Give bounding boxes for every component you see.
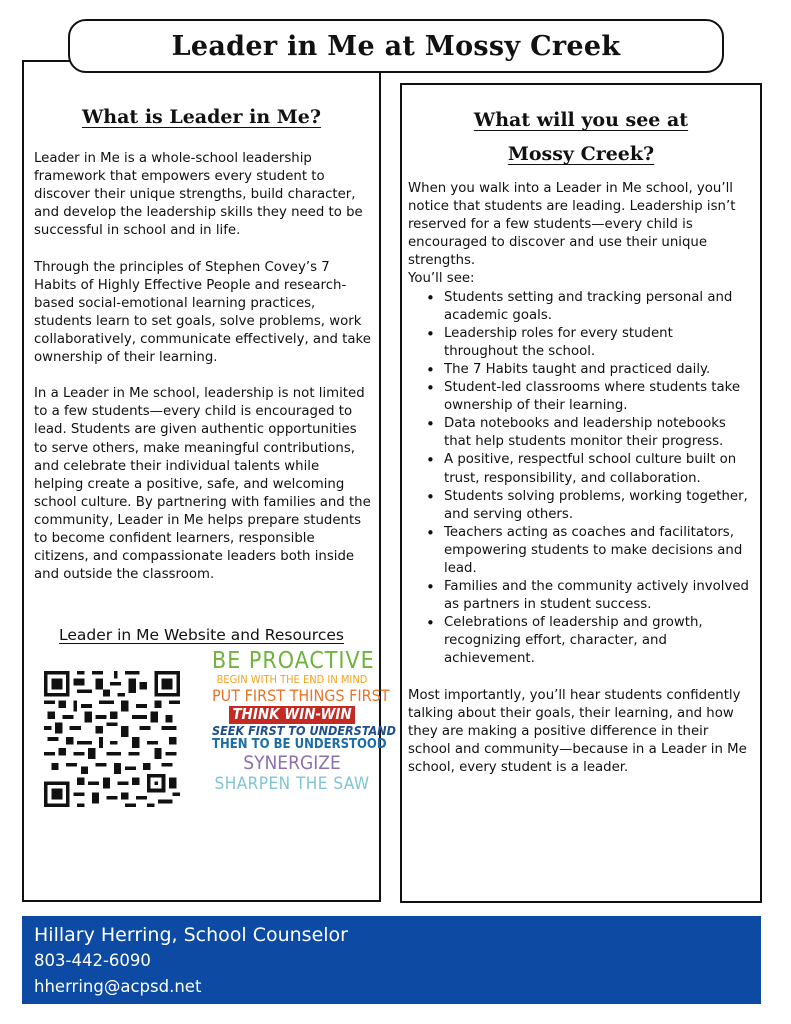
- habit-7: SHARPEN THE SAW: [214, 774, 370, 795]
- seven-habits-graphic: [212, 648, 396, 795]
- right-closing: Most importantly, you’ll hear students confidently talking about their goals, their learning, and how they are making a positive difference in their school and community—because in a Leader in Me school, every student is a leader.: [408, 687, 747, 775]
- left-column: [22, 60, 396, 902]
- left-paragraph-1: Leader in Me is a whole-school leadership framework that empowers every student to discover their unique strengths, build character, and develop the leadership skills they need to be successful in school and in life.: [34, 151, 363, 239]
- list-item: • Teachers acting as coaches and facilitators, empowering students to make decisions and lead.: [408, 524, 750, 578]
- list-item: • Leadership roles for every student throughout the school.: [408, 325, 750, 361]
- habit-2: BEGIN WITH THE END IN MIND: [216, 673, 368, 687]
- contact-footer: [22, 916, 761, 1004]
- right-body: [408, 180, 750, 777]
- list-item: • The 7 Habits taught and practiced daily.: [408, 361, 750, 379]
- resources-link[interactable]: Leader in Me Website and Resources: [59, 626, 344, 644]
- email-address[interactable]: hherring@acpsd.net: [34, 977, 202, 996]
- list-item: • A positive, respectful school culture built on trust, responsibility, and collaboration.: [408, 451, 750, 487]
- right-intro: When you walk into a Leader in Me school, you’ll notice that students are leading. Leadership isn’t reserved for a few students—every child is encouraged to discover and use their unique strengths.: [408, 181, 736, 269]
- list-item: • Students setting and tracking personal and academic goals.: [408, 289, 750, 325]
- counselor-name: Hillary Herring, School Counselor: [34, 924, 348, 946]
- habit-6: SYNERGIZE: [243, 752, 341, 775]
- left-paragraph-3: In a Leader in Me school, leadership is not limited to a few students—every child is encouraged to lead. Students are given authentic opportunities to serve others, make meaningful contributions, and celebrate their individual talents while helping create a positive, safe, and welcoming school culture. By partnering with families and the community, Leader in Me helps prepare students to become confident learners, responsible citizens, and compassionate leaders both inside and outside the classroom.: [34, 386, 371, 583]
- right-heading: [402, 103, 760, 171]
- page-title: Leader in Me at Mossy Creek: [171, 30, 621, 62]
- left-paragraph-2: Through the principles of Stephen Covey’s 7 Habits of Highly Effective People and research-based social-emotional learning practices, students learn to set goals, solve problems, work collaboratively, communicate effectively, and take ownership of their learning.: [34, 259, 371, 366]
- habit-1: BE PROACTIVE: [212, 648, 375, 674]
- qr-code[interactable]: [44, 664, 180, 814]
- list-item: • Data notebooks and leadership notebooks that help students monitor their progress.: [408, 415, 750, 451]
- list-item: • Student-led classrooms where students take ownership of their learning.: [408, 379, 750, 415]
- list-item: • Celebrations of leadership and growth, recognizing effort, character, and achievement.: [408, 614, 750, 668]
- habit-4: THINK WIN-WIN: [229, 706, 354, 723]
- bullet-list: [408, 289, 750, 669]
- habit-5b: THEN TO BE UNDERSTOOD: [212, 737, 387, 753]
- title-banner: [68, 19, 724, 73]
- right-heading-line-1: What will you see at: [473, 109, 689, 131]
- left-body: [34, 150, 371, 602]
- habit-3: PUT FIRST THINGS FIRST: [212, 686, 390, 706]
- left-heading: What is Leader in Me?: [81, 106, 322, 128]
- right-heading-line-2: Mossy Creek?: [507, 143, 655, 165]
- you-will-see-label: You’ll see:: [408, 271, 475, 287]
- list-item: • Families and the community actively involved as partners in student success.: [408, 578, 750, 614]
- right-column: [400, 83, 762, 903]
- phone-number[interactable]: 803-442-6090: [34, 951, 151, 970]
- habit-5: SEEK FIRST TO UNDERSTAND: [212, 722, 396, 738]
- list-item: • Students solving problems, working together, and serving others.: [408, 488, 750, 524]
